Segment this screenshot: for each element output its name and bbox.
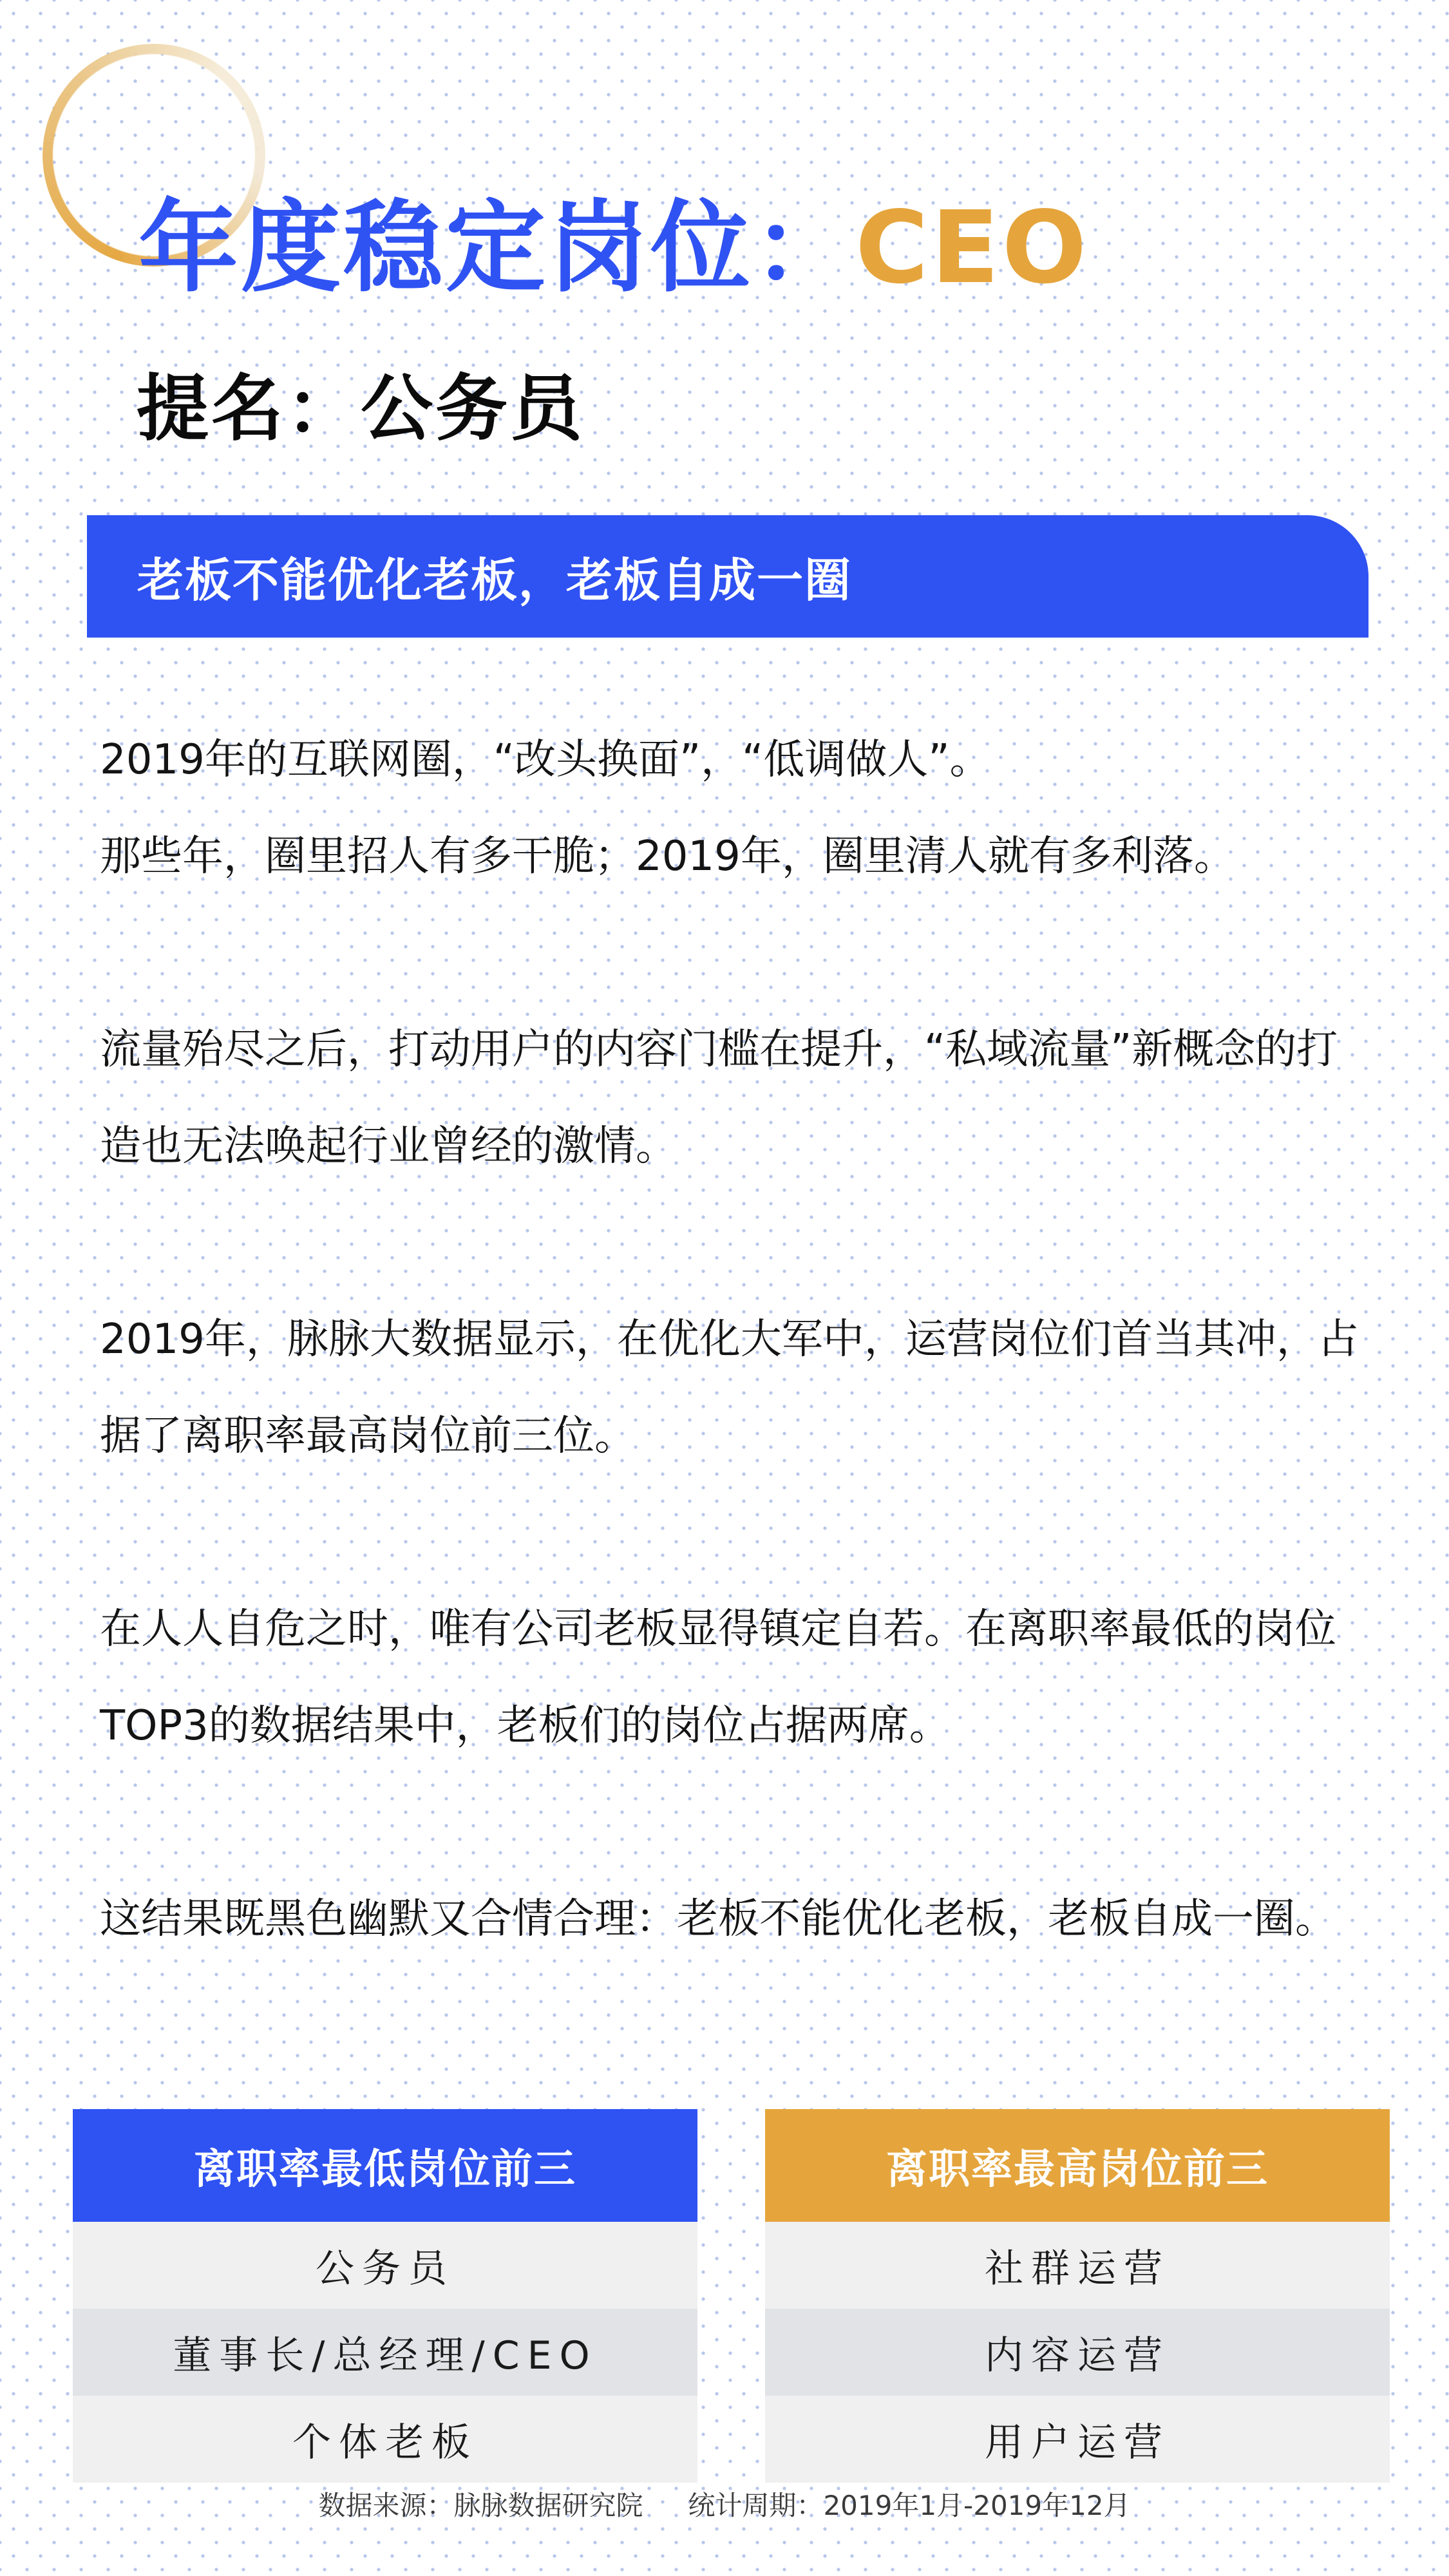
footer-source: 数据来源：脉脉数据研究院: [318, 2490, 643, 2521]
table-row: 个体老板: [73, 2396, 697, 2483]
article-body: [100, 712, 1362, 1967]
table-row: 董事长/总经理/CEO: [73, 2309, 697, 2396]
footer-source-note: [0, 2485, 1449, 2523]
table-row: 内容运营: [765, 2309, 1390, 2396]
paragraph: 在人人自危之时，唯有公司老板显得镇定自若。在离职率最低的岗位TOP3的数据结果中，老板们的岗位占据两席。: [100, 1605, 1336, 1750]
table-header: 离职率最低岗位前三: [73, 2109, 697, 2222]
paragraph: 这结果既黑色幽默又合情合理：老板不能优化老板，老板自成一圈。: [100, 1895, 1336, 1943]
banner-text: 老板不能优化老板，老板自成一圈: [137, 553, 853, 607]
table-header: 离职率最高岗位前三: [765, 2109, 1390, 2222]
section-banner: [87, 515, 1368, 638]
paragraph: 2019年的互联网圈，“改头换面”，“低调做人”。: [100, 736, 991, 784]
table-row: 公务员: [73, 2222, 697, 2309]
lowest-turnover-table: [73, 2109, 697, 2483]
footer-period: 统计周期：2019年1月-2019年12月: [688, 2490, 1131, 2521]
headline-main: 年度稳定岗位：: [138, 189, 855, 306]
paragraph: 那些年，圈里招人有多干脆；2019年，圈里清人就有多利落。: [100, 833, 1235, 880]
headline: [138, 184, 1089, 312]
table-row: 用户运营: [765, 2396, 1390, 2483]
subtitle: 提名：公务员: [137, 367, 585, 451]
headline-accent: CEO: [855, 189, 1090, 306]
paragraph: 流量殆尽之后，打动用户的内容门槛在提升，“私域流量”新概念的打造也无法唤起行业曾经的激情。: [100, 1026, 1338, 1170]
highest-turnover-table: [765, 2109, 1390, 2483]
table-row: 社群运营: [765, 2222, 1390, 2309]
paragraph: 2019年，脉脉大数据显示，在优化大军中，运营岗位们首当其冲，占据了离职率最高岗位前三位。: [100, 1316, 1359, 1460]
